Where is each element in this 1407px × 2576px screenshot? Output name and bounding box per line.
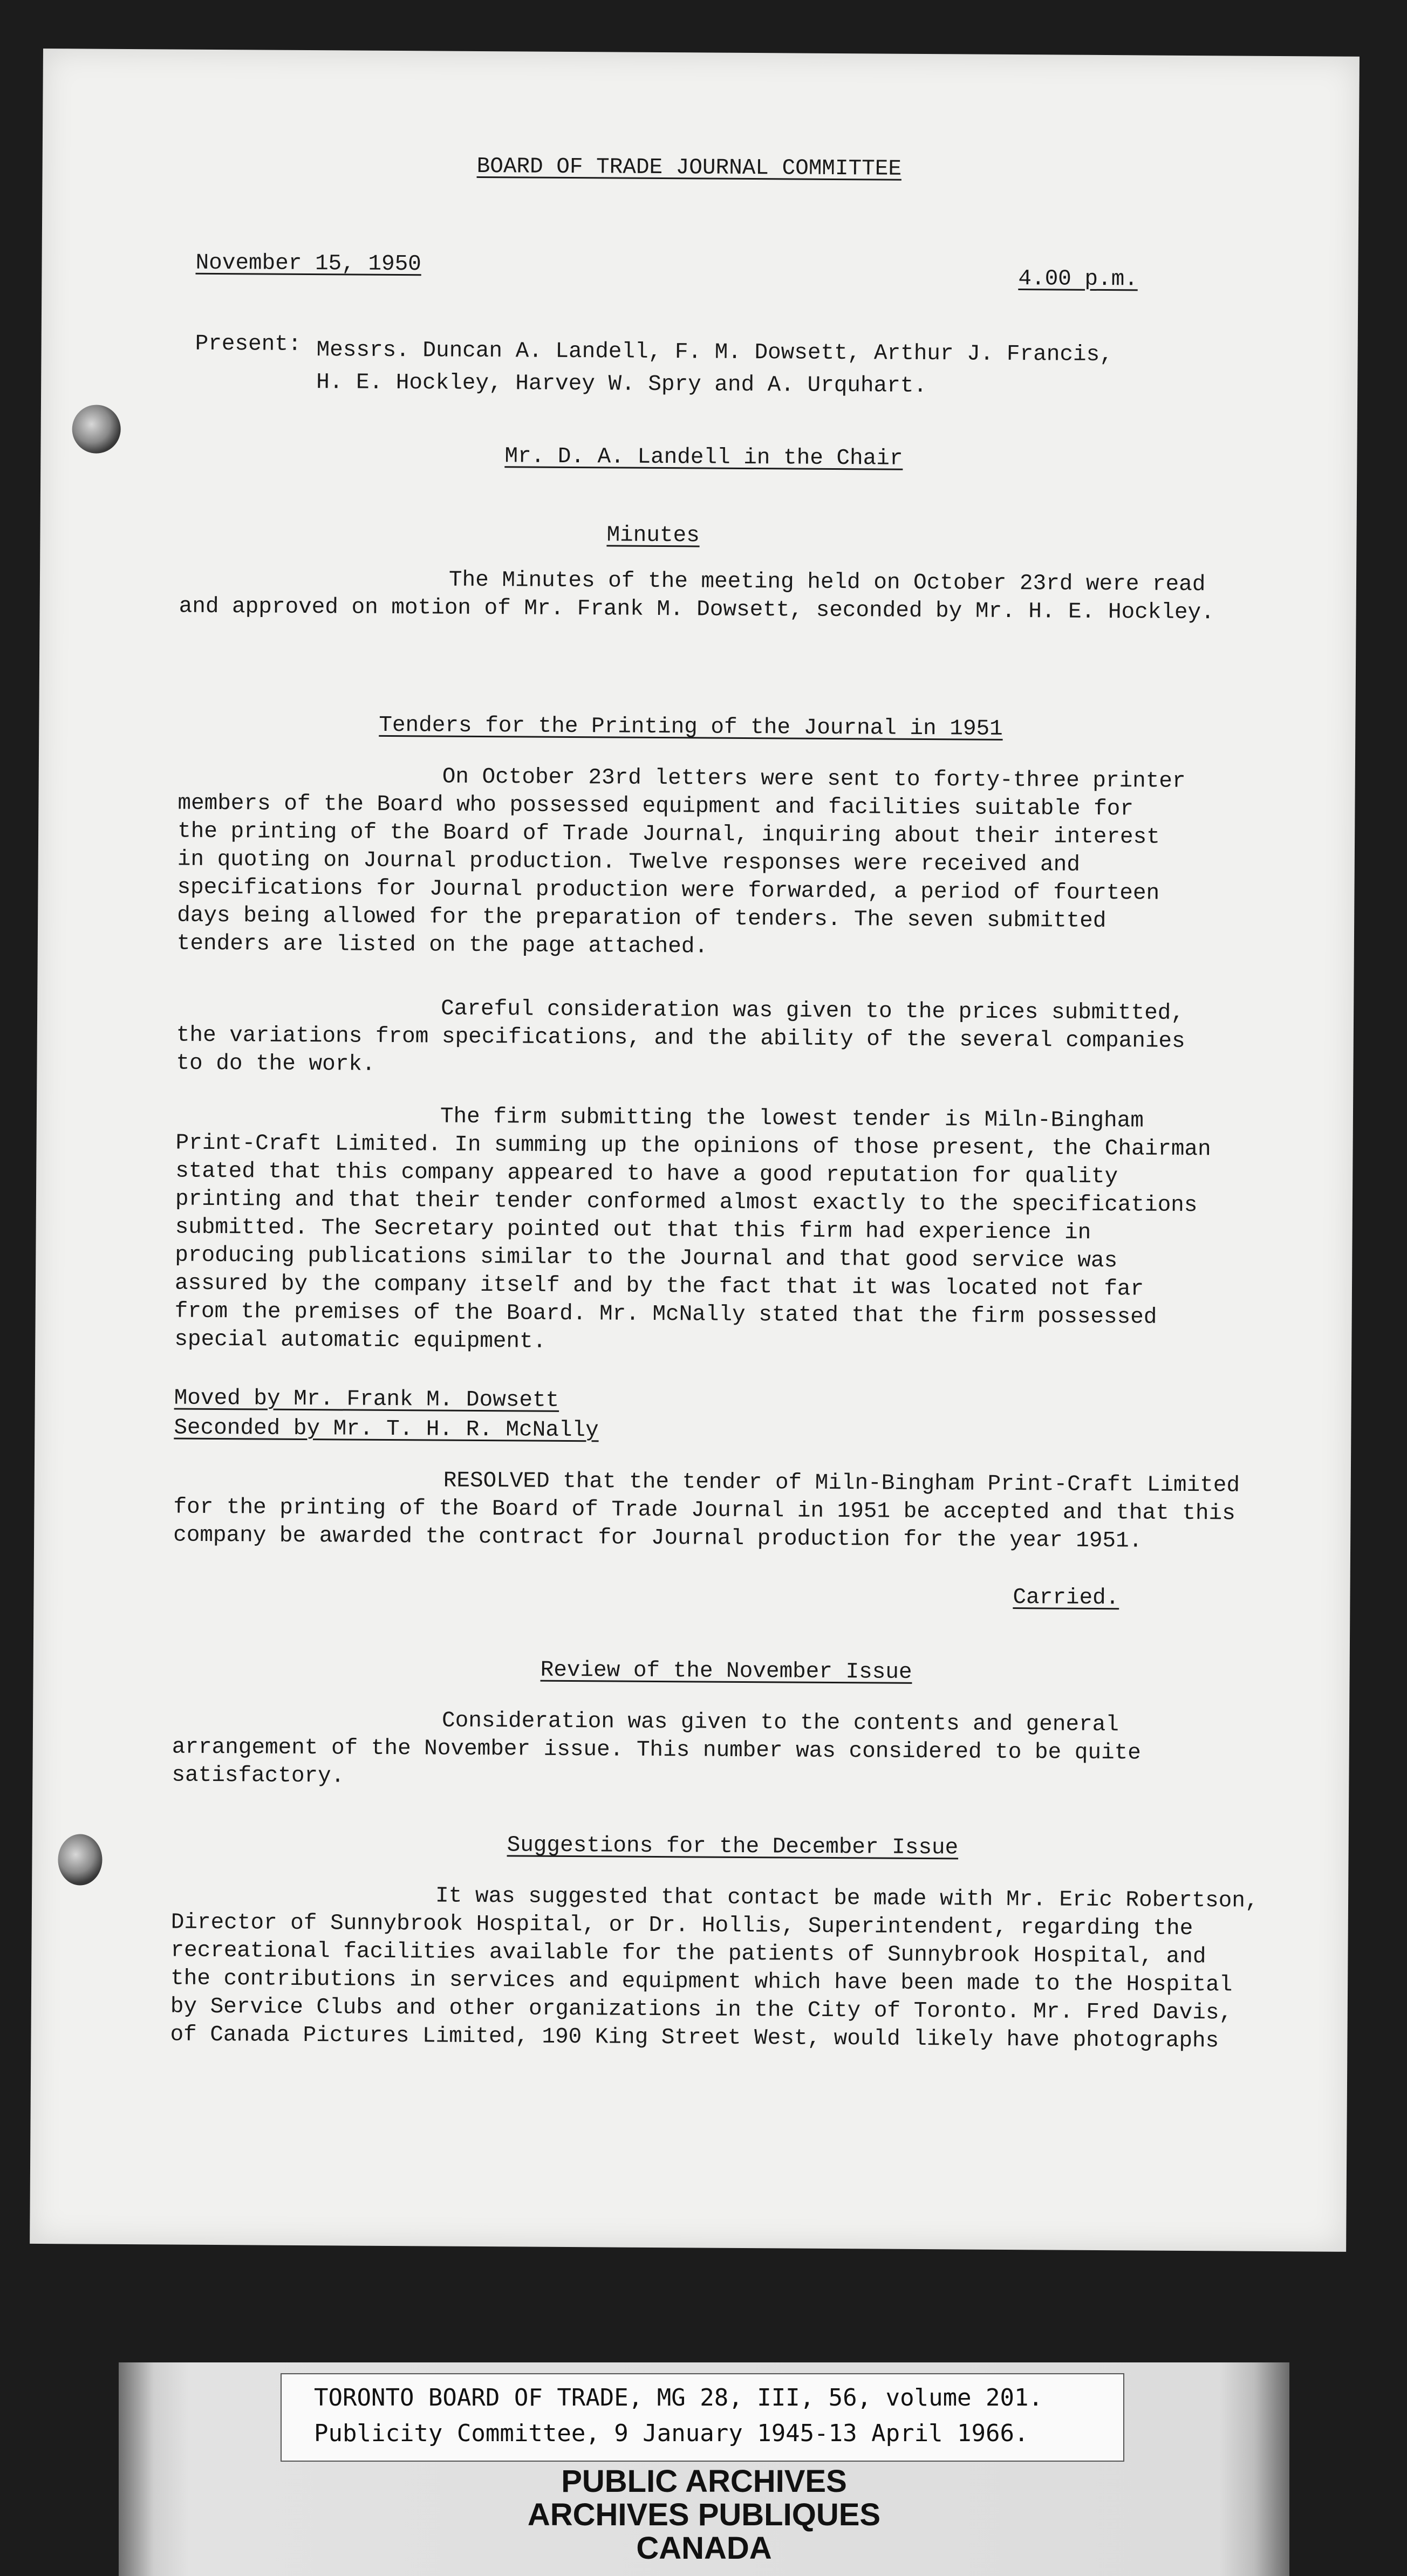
present-label: Present:	[195, 331, 302, 357]
text-line: the printing of the Board of Trade Journal, inquiring about their interest	[177, 819, 1160, 850]
text-line: It was suggested that contact be made with Mr. Eric Robertson,	[435, 1883, 1259, 1914]
text-line: to do the work.	[176, 1051, 375, 1077]
text-line: Print-Craft Limited. In summing up the opinions of those present, the Chairman	[175, 1131, 1211, 1162]
text-line: by Service Clubs and other organizations in the City of Toronto. Mr. Fred Davis,	[170, 1994, 1233, 2026]
moved-by: Moved by Mr. Frank M. Dowsett	[174, 1386, 559, 1413]
text-line: in quoting on Journal production. Twelve responses were received and	[177, 847, 1081, 878]
text-line: Director of Sunnybrook Hospital, or Dr. Hollis, Superintendent, regarding the	[170, 1910, 1193, 1942]
carried-label: Carried.	[1013, 1585, 1119, 1611]
text-line: special automatic equipment.	[174, 1327, 547, 1354]
text-line: The Minutes of the meeting held on October 23rd were read	[448, 567, 1206, 598]
text-line: the variations from specifications, and the ability of the several companies	[176, 1023, 1185, 1054]
text-line: Careful consideration was given to the prices submitted,	[440, 996, 1185, 1026]
text-line: for the printing of the Board of Trade Journal in 1951 be accepted and that this	[173, 1495, 1235, 1526]
text-line: recreational facilities available for the patients of Sunnybrook Hospital, and	[170, 1938, 1206, 1970]
text-line: days being allowed for the preparation of tenders. The seven submitted	[177, 903, 1107, 934]
text-line: stated that this company appeared to have a good reputation for quality	[175, 1159, 1118, 1190]
text-line: company be awarded the contract for Journal production for the year 1951.	[173, 1523, 1143, 1554]
archives-stamp	[119, 2465, 1289, 2565]
suggestions-heading: Suggestions for the December Issue	[507, 1833, 959, 1861]
meeting-date: November 15, 1950	[195, 250, 421, 277]
chair-line: Mr. D. A. Landell in the Chair	[504, 444, 903, 471]
archive-reference-line-1: TORONTO BOARD OF TRADE, MG 28, III, 56, volume 201.	[314, 2384, 1043, 2411]
text-line: arrangement of the November issue. This number was considered to be quite	[172, 1735, 1141, 1766]
text-line: printing and that their tender conformed almost exactly to the specifications	[175, 1187, 1198, 1218]
text-line: assured by the company itself and by the fact that it was located not far	[174, 1271, 1144, 1302]
minutes-paragraph	[179, 565, 1253, 627]
text-line: producing publications similar to the Journal and that good service was	[175, 1243, 1118, 1274]
text-line: and approved on motion of Mr. Frank M. Dowsett, seconded by Mr. H. E. Hockley.	[179, 594, 1214, 626]
text-line: from the premises of the Board. Mr. McNally stated that the firm possessed	[174, 1299, 1157, 1330]
text-line: submitted. The Secretary pointed out that this firm had experience in	[175, 1215, 1091, 1245]
tenders-heading: Tenders for the Printing of the Journal in 1951	[379, 712, 1003, 742]
archive-strip	[119, 2362, 1289, 2576]
meeting-time: 4.00 p.m.	[1018, 266, 1138, 292]
review-paragraph	[172, 1705, 1246, 1796]
document-page	[30, 49, 1360, 2252]
text-line: tenders are listed on the page attached.	[176, 931, 708, 960]
text-line: members of the Board who possessed equipment and facilities suitable for	[177, 791, 1134, 822]
text-line: specifications for Journal production were forwarded, a period of fourteen	[177, 875, 1160, 906]
stamp-line-2: ARCHIVES PUBLIQUES	[527, 2497, 881, 2532]
text-line: On October 23rd letters were sent to forty-three printer	[442, 764, 1186, 794]
text-line: Consideration was given to the contents and general	[441, 1708, 1119, 1738]
suggestions-paragraph	[170, 1881, 1259, 2056]
stamp-line-3: CANADA	[636, 2531, 772, 2566]
text-line: RESOLVED that the tender of Miln-Bingham Print-Craft Limited	[443, 1468, 1240, 1498]
present-line-2: H. E. Hockley, Harvey W. Spry and A. Urquhart.	[316, 370, 927, 399]
text-line: satisfactory.	[172, 1763, 345, 1789]
text-line: of Canada Pictures Limited, 190 King Street West, would likely have photographs	[170, 2022, 1219, 2054]
archive-reference-label	[281, 2373, 1124, 2462]
tenders-paragraph-1	[177, 762, 1252, 964]
archive-reference-line-2: Publicity Committee, 9 January 1945-13 April 1966.	[314, 2420, 1029, 2447]
text-line: the contributions in services and equipment which have been made to the Hospital	[170, 1966, 1233, 1998]
seconded-by: Seconded by Mr. T. H. R. McNally	[174, 1415, 599, 1443]
text-line: The firm submitting the lowest tender is Miln-Bingham	[440, 1104, 1144, 1134]
punch-hole-bottom	[58, 1834, 103, 1885]
resolution-paragraph	[173, 1465, 1247, 1556]
stamp-line-1: PUBLIC ARCHIVES	[561, 2464, 847, 2499]
tenders-paragraph-3	[174, 1101, 1249, 1360]
committee-title: BOARD OF TRADE JOURNAL COMMITTEE	[476, 154, 902, 182]
tenders-paragraph-2	[176, 994, 1250, 1084]
present-line-1: Messrs. Duncan A. Landell, F. M. Dowsett, Arthur J. Francis,	[316, 338, 1113, 368]
minutes-heading: Minutes	[606, 523, 700, 549]
review-heading: Review of the November Issue	[540, 1657, 912, 1685]
punch-hole-top	[72, 405, 121, 454]
